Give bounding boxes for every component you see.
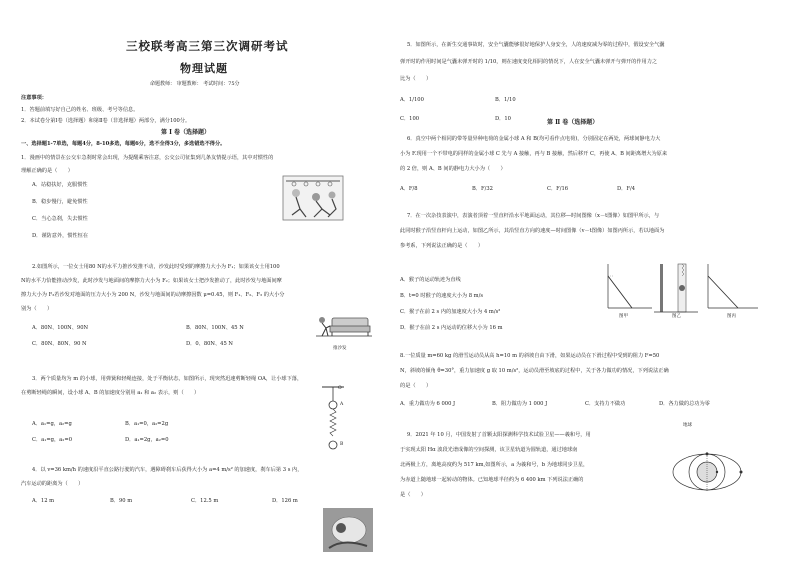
q5-stem: 弹开时的作用时间是气囊未弹开时的 1/10，则在速度变化相同的情况下，人在安全气囊未弹开与弹开的作用力之 <box>400 59 658 65</box>
q2-stem: 擦力大小为 F₃若沙发对地面的压力大小为 200 N，沙发与地面间的动摩擦因数 μ=0.45，则 F₁、F₂、F₃ 的大小分 <box>21 292 285 298</box>
q3-stem: 3．两个质量均为 m 的小球，用弹簧和轻绳连接，处于平衡状态，如图所示，现突然迅速剪断轻绳 OA，让小球下落， <box>32 376 303 382</box>
monkey-pole-figure <box>652 260 700 316</box>
q7-stem: 参考系，下列说法正确的是（ ） <box>400 243 484 249</box>
q5-option-b: B．1/10 <box>495 97 516 103</box>
notice-line: 1．答题前填写好自己的姓名、班级、考号等信息。 <box>21 107 139 113</box>
q4-option: B．90 m <box>110 498 133 504</box>
section-heading: 第 Ⅱ 卷（选择题） <box>547 119 599 126</box>
page-title: 三校联考高三第三次调研考试 <box>126 39 289 53</box>
q5-option-c: C．100 <box>400 116 420 122</box>
q5-option-a: A．1/100 <box>400 97 424 103</box>
notice-line: 2．本试卷分第Ⅰ卷（选择题）和第Ⅱ卷（非选择题）两部分，满分100分。 <box>21 118 191 124</box>
q4-option: C．12.5 m <box>191 498 219 504</box>
q4-option: D．126 m <box>272 498 298 504</box>
q3-option-b: B．a₁=0，a₂=2g <box>125 421 169 427</box>
q7-stem: 此同时猴子沿竖直杆向上运动，如图乙所示，其沿竖直方向的速度—时间图像（v－t图像）如图丙所示，若以地面为 <box>400 228 665 234</box>
q8-option: D．各力做的总功为零 <box>659 401 710 407</box>
figure-label-earth: 地球 <box>683 423 692 428</box>
q2-option-c: C．80N、80N、90 N <box>32 341 87 347</box>
q9-stem: 于实现太阳 Hα 波段光谱成像的空间探测，该卫星轨道为圆轨道，通过地球南 <box>400 447 578 453</box>
figure-caption: 图丙 <box>727 314 736 319</box>
figure-label-o: O <box>338 386 342 391</box>
exam-meta: 命题教师： 审题教师： 考试时间：75分 <box>150 81 240 87</box>
q3-option-a: A．a₁=g，a₂=g <box>32 421 72 427</box>
q5-stem: 比为（ ） <box>400 76 432 82</box>
q9-stem: 9．2021 年 10 月，中国发射了首颗太阳探测科学技术试验卫星——羲和号，用 <box>407 432 591 438</box>
q9-stem: 是（ ） <box>400 492 426 498</box>
q4-stem: 汽车运动的距离为（ ） <box>21 481 84 487</box>
q8-stem: N，斜坡的倾角 θ=30°，重力加速度 g 取 10 m/s²，运动员滑至坡底的过程中，关于各力做功的情况，下列说法正确 <box>400 368 669 374</box>
q2-option-b: B．80N、100N、45 N <box>186 325 244 331</box>
q8-option: A．重力做功为 6 000 J <box>400 401 456 407</box>
q7-option: B．t=0 时猴子的速度大小为 8 m/s <box>400 293 483 299</box>
q2-stem: N的水平力恰能推动沙发，此时沙发与地面间的摩擦力大小为 F₂；如果该女士把沙发推动了，此时沙发与地面间摩 <box>21 278 282 284</box>
bus-braking-cartoon-figure <box>282 175 344 221</box>
figure-caption: 图甲 <box>619 314 628 319</box>
q7-option: A．猴子的运动轨迹为直线 <box>400 277 461 283</box>
push-sofa-figure <box>314 312 372 344</box>
q5-option-d: D．10 <box>495 116 511 122</box>
q4-stem: 4．以 v=36 km/h 的速度沿平直公路行驶的汽车，遇障碍刹车后获得大小为 a=4 m/s² 的加速度，刹车后第 3 s 内， <box>32 467 303 473</box>
q6-stem: 的 2 倍，则 A、B 间的静电力大小为（ ） <box>400 166 506 172</box>
q1-option: C．当心急刹，失去惯性 <box>32 216 88 222</box>
q1-option: B．稳步慢行，避免惯性 <box>32 199 88 205</box>
q2-option-a: A．80N、100N、90N <box>32 325 89 331</box>
section-intro: 一、选择题1-7单选，每题4分，8-10多选，每题6分，选不全得3分，多选错选不得分。 <box>21 141 226 147</box>
q1-stem: 1．漫画中的情景在公交车急刹时常会出现，为提醒乘客注意，公交公司征集到几条友情提示语，其中对惯性的 <box>21 155 274 161</box>
graph-v-t-figure <box>702 262 762 314</box>
q1-option: A．站稳扶好，克服惯性 <box>32 182 88 188</box>
q3-option-d: D．a₁=2g，a₂=0 <box>125 437 169 443</box>
q9-stem: 为赤道上随地球一起转动的物体。已知地球半径约为 6 400 km 下列说法正确的 <box>400 477 584 483</box>
q2-option-d: D．0、80N、45 N <box>186 341 233 347</box>
q3-option-c: C．a₁=g，a₂=0 <box>32 437 73 443</box>
graph-x-t-figure <box>602 262 654 314</box>
q6-option: A．F/8 <box>400 186 418 192</box>
q9-stem: 北两极上方，离地高度约为 517 km,如图所示，a 为羲和号，b 为地球同步卫星， <box>400 462 589 468</box>
q6-stem: 6．真空中两个相同的带等量异种电荷的金属小球 A 和 B(均可看作点电荷)，分别固定在两处，两球间静电力大 <box>407 136 661 142</box>
q6-option: C．F/16 <box>547 186 569 192</box>
section-heading: 第 Ⅰ 卷（选择题） <box>161 129 210 136</box>
q8-stem: 8.一位质量 m=60 kg 的滑雪运动员从高 h=10 m 的斜坡自由下滑，如果运动员在下滑过程中受到的阻力 F=50 <box>400 353 660 359</box>
notice-heading: 注意事项： <box>21 95 47 101</box>
q6-stem: 小为 F.现用一个不带电的同样的金属小球 C 先与 A 接触，再与 B 接触，然后移开 C，再使 A、B 间距离增大为原来 <box>400 151 668 157</box>
figure-caption: 图乙 <box>672 314 681 319</box>
satellite-orbits-figure <box>667 436 749 506</box>
q2-stem: 别为（ ） <box>21 306 53 312</box>
q4-option: A．12 m <box>32 498 55 504</box>
spring-rope-balls-figure <box>318 383 348 458</box>
page-subtitle: 物理试题 <box>180 62 228 75</box>
q2-stem: 2.如图所示，一位女士用80 N的水平力推沙发推不动，沙发此时受到的摩擦力大小为 F₁；如果该女士用100 <box>32 264 280 270</box>
q8-option: B．阻力做功为 1 000 J <box>492 401 548 407</box>
q6-option: B．F/32 <box>472 186 493 192</box>
q8-stem: 的是（ ） <box>400 383 432 389</box>
q1-stem: 理解正确的是（ ） <box>21 168 73 174</box>
q7-option: C．猴子在前 2 s 内的加速度大小为 4 m/s² <box>400 309 501 315</box>
figure-label-b: B <box>340 442 344 447</box>
figure-label-a: A <box>340 402 344 407</box>
q8-option: C．支持力不做功 <box>585 401 626 407</box>
q7-option: D．猴子在前 2 s 内运动的位移大小为 16 m <box>400 325 503 331</box>
q1-option: D．谨防意外，惯性恒在 <box>32 233 89 239</box>
q3-stem: 在剪断轻绳的瞬间，设小球 A、B 的加速度分别用 a₁ 和 a₂ 表示，则（ ） <box>21 390 200 396</box>
q7-stem: 7．在一次杂技表演中，表演者顶着一竖直杆沿水平地面运动，其位移—时间图像（x－t图像）如图甲所示，与 <box>407 213 660 219</box>
q6-option: D．F/4 <box>617 186 635 192</box>
figure-caption: 推沙发 <box>333 346 347 351</box>
q5-stem: 5．如图所示，在新生交通事故时，安全气囊能够很好地保护人身安全，人的速度减为零的过程中，假设安全气囊 <box>407 42 665 48</box>
airbag-photo-figure <box>323 508 373 552</box>
